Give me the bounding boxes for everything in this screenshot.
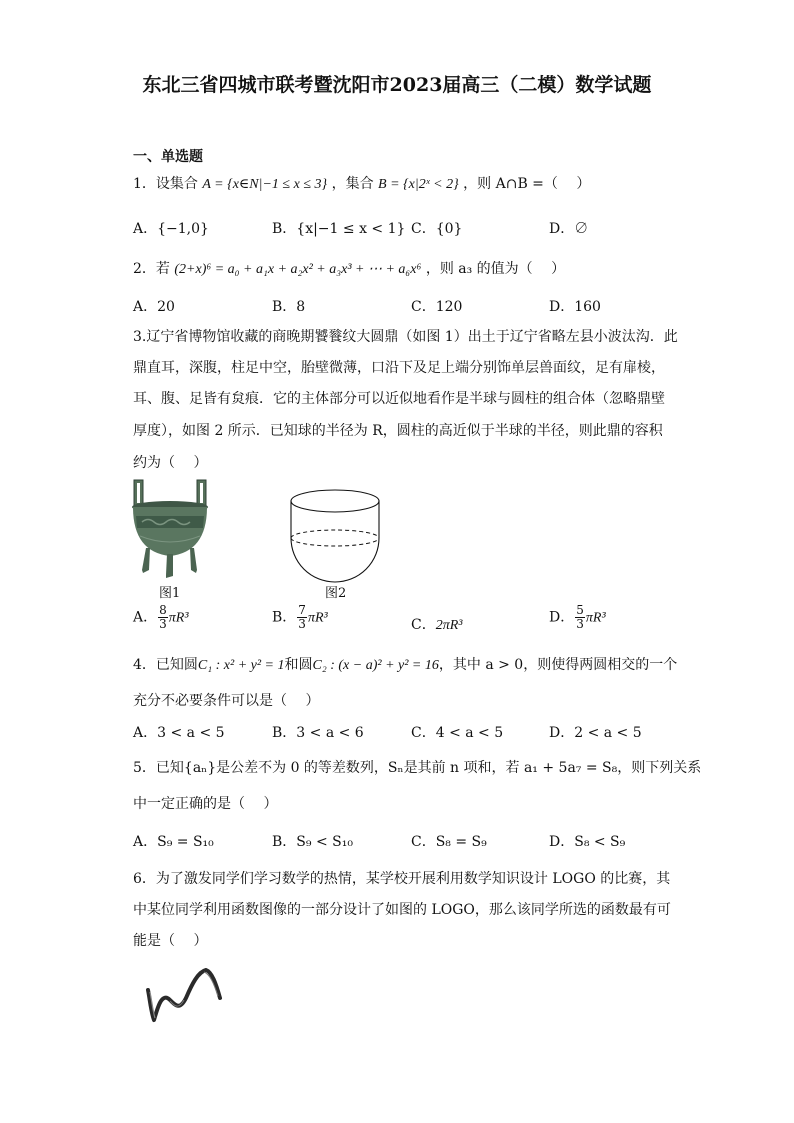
q2-option-c[interactable]: C．120 — [411, 299, 463, 315]
q3-option-d[interactable]: D． $\frac{5}{3}$ πR³ — [549, 603, 606, 631]
q3-option-b[interactable]: B． $\frac{7}{3}$ πR³ — [272, 603, 328, 631]
q2-option-b[interactable]: B．8 — [272, 299, 306, 315]
q4-prefix: 4．已知圆 — [133, 657, 198, 673]
ding-vessel-figure — [130, 478, 210, 580]
q5-option-a[interactable]: A．S₉ = S₁₀ — [133, 834, 214, 850]
q5-option-b[interactable]: B．S₉ < S₁₀ — [272, 834, 353, 850]
q2-option-a[interactable]: A．20 — [133, 299, 175, 315]
figure-1-caption: 图1 — [159, 586, 181, 601]
q1-option-a[interactable]: A．{−1,0} — [133, 221, 209, 237]
q1-set-a: A = {x∈N|−1 ≤ x ≤ 3} — [202, 177, 328, 192]
q1-prefix: 1．设集合 — [133, 176, 198, 192]
q2-expansion: (2+x)⁶ = a₀ + a₁x + a₂x² + a₃x³ + ⋯ + a₆x⁶ — [174, 262, 422, 277]
q4-line-2: 充分不必要条件可以是（ ） — [133, 693, 320, 709]
q1-suffix: ，则 A∩B =（ ） — [463, 176, 591, 192]
q5-option-d[interactable]: D．S₈ < S₉ — [549, 834, 626, 850]
question-2 — [133, 258, 565, 281]
q1-option-b[interactable]: B．{x|−1 ≤ x < 1} — [272, 221, 406, 237]
question-1 — [133, 173, 590, 196]
q3-line-5: 约为（ ） — [133, 455, 208, 471]
q3-option-a[interactable]: A． $\frac{8}{3}$ πR³ — [133, 603, 189, 631]
q4-circle-c1: C₁ : x² + y² = 1 — [197, 658, 285, 673]
q6-line-1: 6．为了激发同学们学习数学的热情，某学校开展利用数学知识设计 LOGO 的比赛，其 — [133, 871, 671, 887]
q5-line-2: 中一定正确的是（ ） — [133, 796, 278, 812]
q3-line-3: 耳、腹、足皆有炱痕．它的主体部分可以近似地看作是半球与圆柱的组合体（忽略鼎壁 — [133, 391, 665, 407]
q2-option-d[interactable]: D．160 — [549, 299, 601, 315]
q3-line-2: 鼎直耳，深腹，柱足中空，胎壁微薄，口沿下及足上端分别饰单层兽面纹，足有扉棱， — [133, 360, 665, 376]
q3-line-1: 3.辽宁省博物馆收藏的商晚期饕餮纹大圆鼎（如图 1）出土于辽宁省略左县小波汰沟．此 — [133, 329, 678, 345]
q6-line-3: 能是（ ） — [133, 933, 208, 949]
q4-option-c[interactable]: C．4 < a < 5 — [411, 725, 504, 741]
q3-line-4: 厚度），如图 2 所示．已知球的半径为 R，圆柱的高近似于半球的半径，则此鼎的容积 — [133, 423, 663, 439]
q4-option-a[interactable]: A．3 < a < 5 — [133, 725, 225, 741]
q1-mid: ，集合 — [331, 176, 374, 192]
section-heading: 一、单选题 — [133, 149, 203, 165]
q6-line-2: 中某位同学利用函数图像的一部分设计了如图的 LOGO，那么该同学所选的函数最有可 — [133, 902, 671, 918]
q4-option-b[interactable]: B．3 < a < 6 — [272, 725, 364, 741]
q4-circle-c2: C₂ : (x − a)² + y² = 16 — [312, 658, 439, 673]
q2-prefix: 2．若 — [133, 261, 170, 277]
q4-option-d[interactable]: D．2 < a < 5 — [549, 725, 642, 741]
q3-option-c[interactable]: C．2πR³ — [411, 617, 463, 633]
q1-option-d[interactable]: D．∅ — [549, 221, 589, 237]
question-4 — [133, 654, 677, 677]
q2-suffix: ，则 a₃ 的值为（ ） — [425, 261, 566, 277]
cylinder-hemisphere-figure — [288, 488, 388, 584]
q1-option-c[interactable]: C．{0} — [411, 221, 463, 237]
q4-mid: 和圆 — [284, 657, 313, 673]
q5-option-c[interactable]: C．S₈ = S₉ — [411, 834, 487, 850]
q4-suffix: ，其中 a > 0，则使得两圆相交的一个 — [438, 657, 678, 673]
q5-line-1: 5．已知{aₙ}是公差不为 0 的等差数列，Sₙ是其前 n 项和，若 a₁ + 5a₇ = S₈，则下列关系 — [133, 760, 702, 776]
function-logo-figure — [140, 962, 230, 1032]
q1-set-b: B = {x|2ˣ < 2} — [378, 177, 459, 192]
figure-2-caption: 图2 — [325, 586, 347, 601]
page-title: 东北三省四城市联考暨沈阳市2023届高三（二模）数学试题 — [142, 74, 652, 96]
